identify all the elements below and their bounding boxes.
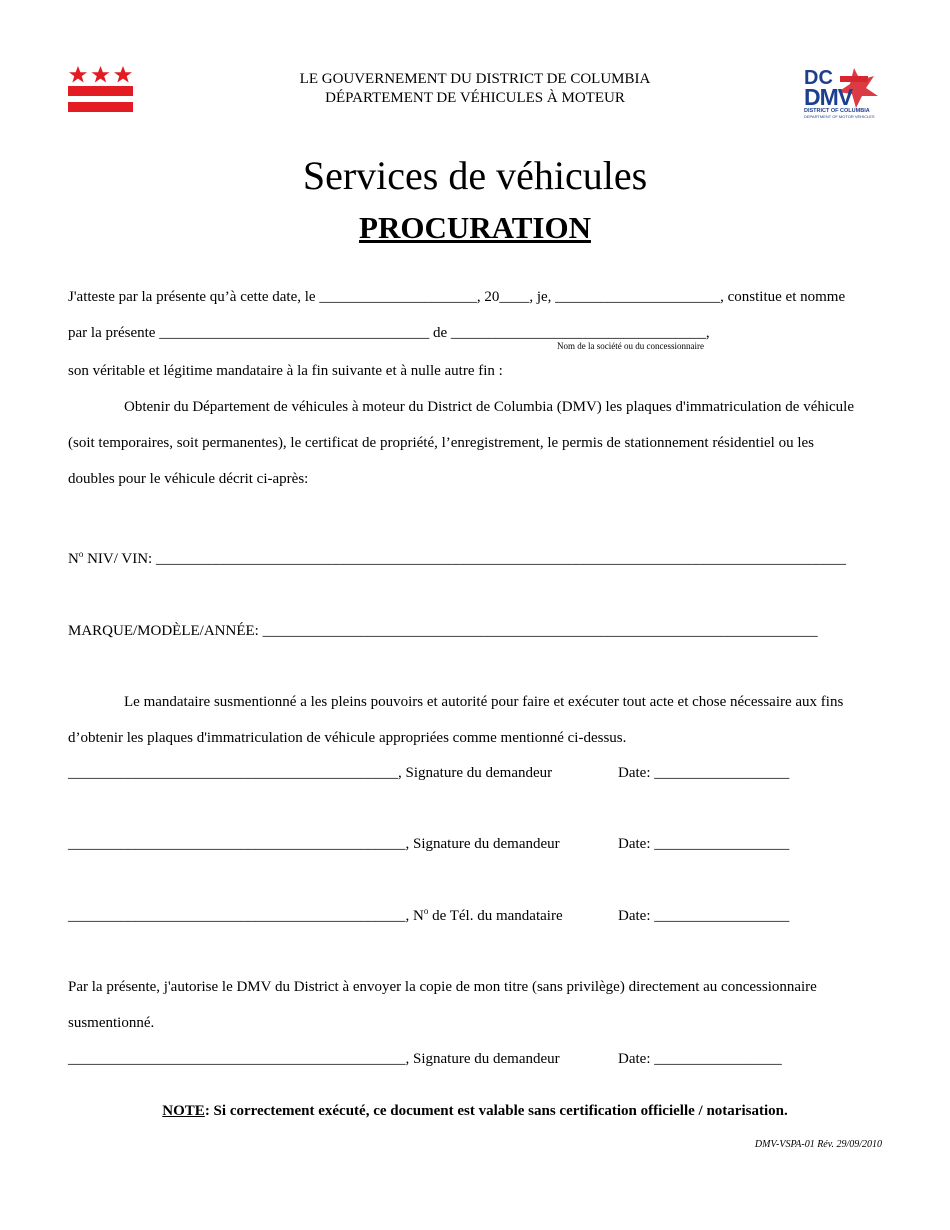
applicant-signature-1: ____________________________________________, Signature du demandeur (68, 765, 553, 781)
date-field-4: Date: _________________ (618, 1051, 782, 1067)
page-subtitle: PROCURATION (359, 210, 591, 245)
company-caption: Nom de la société ou du concessionnaire (557, 341, 704, 351)
agent-line: par la présente ____________________________________ de __________________________________, (68, 325, 710, 341)
make-model-year-field: MARQUE/MODÈLE/ANNÉE: __________________________________________________________________________ (68, 623, 818, 639)
dmv-logo-subtitle: DISTRICT OF COLUMBIA (804, 108, 870, 114)
note-label: NOTE (162, 1103, 205, 1119)
date-field-3: Date: __________________ (618, 908, 790, 924)
para1-line-1: Obtenir du Département de véhicules à moteur du District de Columbia (DMV) les plaques d'immatriculation de véhicule (124, 399, 854, 415)
agent-phone-field: _____________________________________________, $N^o$ de Tél. du mandataire (68, 906, 563, 924)
para1-line-2: (soit temporaires, soit permanentes), le certificat de propriété, l’enregistrement, le permis de stationnement résidentiel ou les (68, 435, 814, 451)
dmv-logo-dmv: DMV (804, 84, 853, 110)
page-title: Services de véhicules (302, 153, 648, 198)
purpose-line: son véritable et légitime mandataire à la fin suivante et à nulle autre fin : (68, 363, 503, 379)
para1-line-3: doubles pour le véhicule décrit ci-après: (68, 471, 309, 487)
date-field-2: Date: __________________ (618, 836, 790, 852)
attestation-line: J'atteste par la présente qu’à cette date, le _____________________, 20____, je, ______________________, constitue et nomme (68, 289, 846, 305)
para3-line-1: Par la présente, j'autorise le DMV du District à envoyer la copie de mon titre (sans privilège) directement au concessionnaire (68, 979, 817, 995)
dmv-logo-bar (840, 76, 868, 82)
applicant-signature-2: _____________________________________________, Signature du demandeur (68, 836, 560, 852)
dmv-logo (802, 66, 882, 120)
para3-line-2: susmentionné. (68, 1015, 155, 1031)
para2-line-1: Le mandataire susmentionné a les pleins pouvoirs et autorité pour faire et exécuter tout acte et chose nécessaire aux fins (124, 694, 844, 710)
form-revision: DMV-VSPA-01 Rév. 29/09/2010 (754, 1139, 882, 1150)
note (0, 1103, 950, 1120)
dmv-logo-subtitle2: DEPARTMENT OF MOTOR VEHICLES (804, 114, 875, 119)
vin-field: $N^o$ NIV/ VIN: ____________________________________________________________________________________________ (68, 549, 846, 567)
gov-line-2: DÉPARTEMENT DE VÉHICULES À MOTEUR (325, 90, 625, 106)
para2-line-2: d’obtenir les plaques d'immatriculation de véhicule appropriées comme mentionné ci-dessus. (68, 730, 627, 746)
date-field-1: Date: __________________ (618, 765, 790, 781)
gov-line-1: LE GOUVERNEMENT DU DISTRICT DE COLUMBIA (299, 71, 651, 87)
applicant-signature-3: _____________________________________________, Signature du demandeur (68, 1051, 560, 1067)
note-text: : Si correctement exécuté, ce document est valable sans certification officielle / notarisation. (204, 1103, 788, 1119)
dmv-logo-dc: DC (804, 67, 833, 89)
